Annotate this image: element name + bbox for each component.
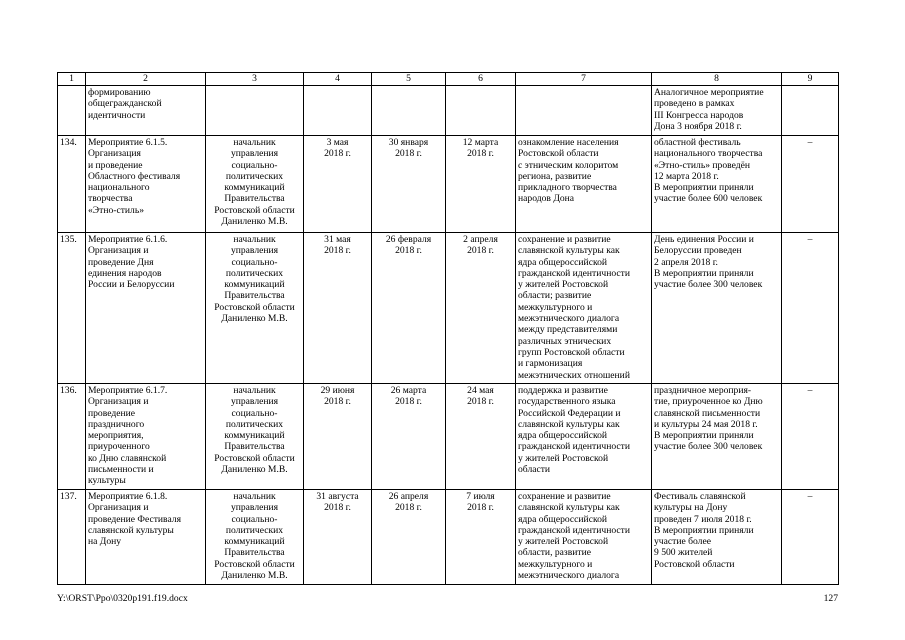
page-number: 127 [823,593,838,604]
header-cell: 7 [516,73,652,86]
responsible-cell: начальник управления социально- политических коммуникаций Правительства Ростовской области Даниленко М.В. [206,136,304,233]
info-cell: праздничное мероприя- тие, приуроченное ко Дню славянской письменности и культуры 24 мая 2018 г. В мероприятии приняли участие более 300 человек [652,384,782,490]
responsible-cell [206,86,304,136]
result-cell: сохранение и развитие славянской культуры как ядра общероссийской гражданской идентичности у жителей Ростовской области; развитие межкультурного и межэтнического диалога между представителями различных этнических групп Ростовской области и гармонизация межэтнических отношений [516,233,652,384]
date-start-cell: 30 января 2018 г. [372,136,446,233]
info-cell: Фестиваль славянской культуры на Дону проведен 7 июля 2018 г. В мероприятии приняли участие более 9 500 жителей Ростовской области [652,490,782,585]
responsible-cell: начальник управления социально- политических коммуникаций Правительства Ростовской области Даниленко М.В. [206,490,304,585]
header-cell: 9 [782,73,839,86]
header-cell: 8 [652,73,782,86]
date-start-cell [372,86,446,136]
date-end-cell: 7 июля 2018 г. [446,490,516,585]
date-end-cell [446,86,516,136]
date-start-cell: 26 марта 2018 г. [372,384,446,490]
table-row [58,86,839,136]
row-number: 136. [58,384,86,490]
date-end-cell: 24 мая 2018 г. [446,384,516,490]
row-number [58,86,86,136]
result-cell: ознакомление населения Ростовской области с этническим колоритом региона, развитие прикладного творчества народов Дона [516,136,652,233]
note-cell: – [782,233,839,384]
row-number: 135. [58,233,86,384]
date-start-cell: 26 апреля 2018 г. [372,490,446,585]
row-number: 137. [58,490,86,585]
table-row [58,490,839,585]
event-cell: Мероприятие 6.1.7. Организация и проведение праздничного мероприятия, приуроченного ко Дню славянской письменности и культуры [86,384,206,490]
date-planned-cell: 31 августа 2018 г. [304,490,372,585]
date-planned-cell: 3 мая 2018 г. [304,136,372,233]
event-cell: Мероприятие 6.1.5. Организация и проведение Областного фестиваля национального творчества «Этно-стиль» [86,136,206,233]
date-start-cell: 26 февраля 2018 г. [372,233,446,384]
note-cell: – [782,384,839,490]
result-cell: поддержка и развитие государственного языка Российской Федерации и славянской культуры как ядра общероссийской гражданской идентичности у жителей Ростовской области [516,384,652,490]
table-row [58,233,839,384]
date-end-cell: 2 апреля 2018 г. [446,233,516,384]
date-planned-cell: 31 мая 2018 г. [304,233,372,384]
header-cell: 3 [206,73,304,86]
responsible-cell: начальник управления социально- политических коммуникаций Правительства Ростовской области Даниленко М.В. [206,384,304,490]
event-cell: формированию общегражданской идентичности [86,86,206,136]
table-row [58,136,839,233]
date-planned-cell: 29 июня 2018 г. [304,384,372,490]
date-planned-cell [304,86,372,136]
header-cell: 6 [446,73,516,86]
event-cell: Мероприятие 6.1.6. Организация и проведение Дня единения народов России и Белоруссии [86,233,206,384]
header-row [58,73,839,86]
header-cell: 5 [372,73,446,86]
row-number: 134. [58,136,86,233]
report-table [57,72,839,585]
header-cell: 1 [58,73,86,86]
note-cell [782,86,839,136]
info-cell: День единения России и Белоруссии проведен 2 апреля 2018 г. В мероприятии приняли участие более 300 человек [652,233,782,384]
date-end-cell: 12 марта 2018 г. [446,136,516,233]
header-cell: 2 [86,73,206,86]
responsible-cell: начальник управления социально- политических коммуникаций Правительства Ростовской области Даниленко М.В. [206,233,304,384]
note-cell: – [782,136,839,233]
note-cell: – [782,490,839,585]
table-row [58,384,839,490]
file-path: Y:\ORST\Ppo\0320p191.f19.docx [57,593,188,604]
result-cell [516,86,652,136]
result-cell: сохранение и развитие славянской культуры как ядра общероссийской гражданской идентичности у жителей Ростовской области, развитие межкультурного и межэтнического диалога [516,490,652,585]
info-cell: Аналогичное мероприятие проведено в рамках III Конгресса народов Дона 3 ноября 2018 г. [652,86,782,136]
info-cell: областной фестиваль национального творчества «Этно-стиль» проведён 12 марта 2018 г. В мероприятии приняли участие более 600 человек [652,136,782,233]
event-cell: Мероприятие 6.1.8. Организация и проведение Фестиваля славянской культуры на Дону [86,490,206,585]
header-cell: 4 [304,73,372,86]
